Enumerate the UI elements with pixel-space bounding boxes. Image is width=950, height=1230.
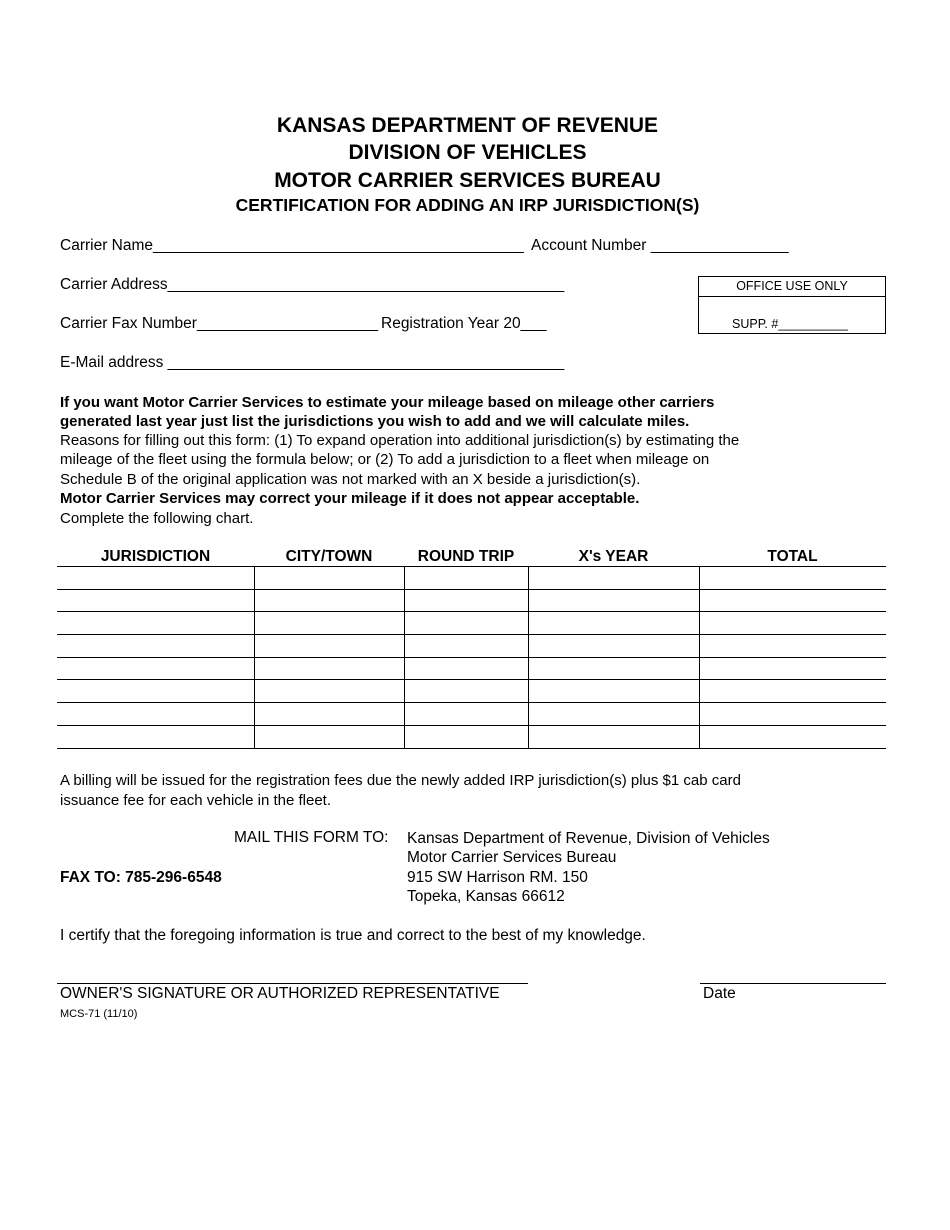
col-header-jurisdiction: JURISDICTION [100, 548, 211, 565]
instruction-bold-3: Motor Carrier Services may correct your mileage if it does not appear acceptable. [60, 490, 640, 507]
billing-line-1: A billing will be issued for the registration fees due the newly added IRP jurisdiction(s) plus $1 cab card [60, 772, 741, 789]
mail-address-line-1: Kansas Department of Revenue, Division of Vehicles [407, 830, 770, 847]
col-header-times-year: X's YEAR [578, 548, 649, 565]
header-department: KANSAS DEPARTMENT OF REVENUE [276, 114, 659, 137]
col-header-total: TOTAL [767, 548, 818, 565]
mail-label: MAIL THIS FORM TO: [234, 829, 389, 846]
header-bureau: MOTOR CARRIER SERVICES BUREAU [274, 169, 661, 192]
reason-line-1: Reasons for filling out this form: (1) To expand operation into additional jurisdiction(s) by estimating the [60, 432, 740, 449]
col-header-city-town: CITY/TOWN [285, 548, 373, 565]
chart-row-line [57, 725, 886, 726]
chart-row-line [57, 566, 886, 567]
carrier-address-field[interactable]: Carrier Address______________________________________________ [60, 276, 565, 293]
chart-row-line [57, 589, 886, 590]
chart-col-divider [528, 567, 529, 748]
carrier-name-field[interactable]: Carrier Name___________________________________________ [60, 237, 524, 254]
chart-row-line [57, 748, 886, 749]
registration-year-field[interactable]: Registration Year 20___ [381, 315, 547, 332]
instruction-bold-1: If you want Motor Carrier Services to estimate your mileage based on mileage other carriers [60, 394, 715, 411]
chart-col-divider [699, 567, 700, 748]
reason-line-3: Schedule B of the original application was not marked with an X beside a jurisdiction(s). [60, 471, 641, 488]
date-line[interactable] [700, 983, 886, 984]
carrier-fax-field[interactable]: Carrier Fax Number_____________________ [60, 315, 378, 332]
mail-address-line-2: Motor Carrier Services Bureau [407, 849, 617, 866]
complete-chart-text: Complete the following chart. [60, 510, 254, 527]
mail-address-line-3: 915 SW Harrison RM. 150 [407, 869, 588, 886]
chart-row-line [57, 611, 886, 612]
fax-number: FAX TO: 785-296-6548 [60, 869, 222, 886]
billing-line-2: issuance fee for each vehicle in the fleet. [60, 792, 331, 809]
chart-col-divider [254, 567, 255, 748]
header-division: DIVISION OF VEHICLES [348, 141, 587, 164]
office-use-box [698, 276, 886, 334]
signature-line[interactable] [57, 983, 528, 984]
chart-row-line [57, 634, 886, 635]
reason-line-2: mileage of the fleet using the formula below; or (2) To add a jurisdiction to a fleet when mileage on [60, 451, 710, 468]
supp-number-field[interactable]: SUPP. #__________ [732, 317, 848, 331]
chart-row-line [57, 702, 886, 703]
chart-row-line [57, 657, 886, 658]
account-number-field[interactable]: Account Number ________________ [531, 237, 789, 254]
chart-row-line [57, 679, 886, 680]
instruction-bold-2: generated last year just list the jurisdictions you wish to add and we will calculate miles. [60, 413, 690, 430]
email-field[interactable]: E-Mail address ______________________________________________ [60, 354, 565, 371]
owner-signature-label: OWNER'S SIGNATURE OR AUTHORIZED REPRESENTATIVE [60, 985, 500, 1002]
form-id: MCS-71 (11/10) [60, 1008, 138, 1020]
office-use-title: OFFICE USE ONLY [699, 277, 885, 297]
form-title: CERTIFICATION FOR ADDING AN IRP JURISDICTION(S) [235, 195, 700, 215]
date-label: Date [703, 985, 736, 1002]
col-header-round-trip: ROUND TRIP [417, 548, 515, 565]
mail-address-line-4: Topeka, Kansas 66612 [407, 888, 565, 905]
chart-col-divider [404, 567, 405, 748]
certification-statement: I certify that the foregoing information is true and correct to the best of my knowledge. [60, 927, 646, 944]
